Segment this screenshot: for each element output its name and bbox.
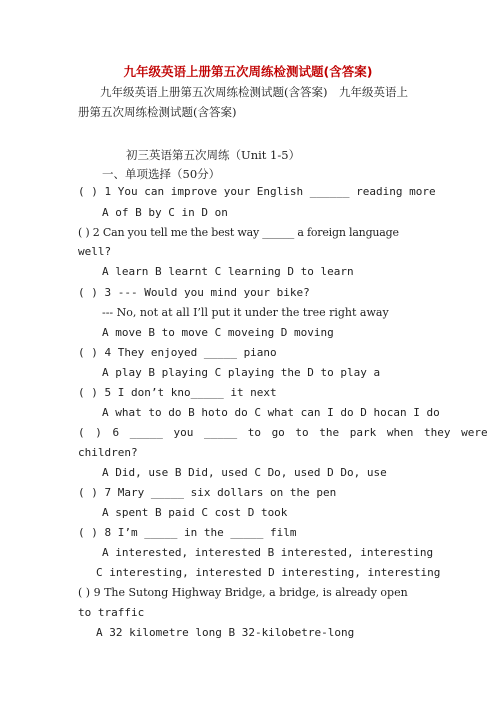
question-5: ( ) 5 I don’t kno_____ it next (78, 386, 277, 399)
question-3-reply: --- No, not at all I’ll put it under the tree right away (102, 306, 389, 319)
question-8: ( ) 8 I’m _____ in the _____ film (78, 526, 297, 539)
intro-line-1: 九年级英语上册第五次周练检测试题(含答案) 九年级英语上 (100, 85, 408, 99)
subtitle: 初三英语第五次周练（Unit 1-5） (126, 148, 301, 162)
options-5: A what to do B hoto do C what can I do D hocan I do (102, 406, 440, 419)
options-2: A learn B learnt C learning D to learn (102, 265, 354, 278)
options-6: A Did, use B Did, used C Do, used D Do, use (102, 466, 387, 479)
options-8-b: C interesting, interested D interesting, interesting (96, 566, 441, 579)
options-3: A move B to move C moveing D moving (102, 326, 334, 339)
intro-line-2: 册第五次周练检测试题(含答案) (78, 105, 237, 119)
question-3: ( ) 3 --- Would you mind your bike? (78, 286, 310, 299)
options-8-a: A interested, interested B interested, interesting (102, 546, 434, 559)
question-9-cont: to traffic (78, 606, 145, 619)
question-9: ( ) 9 The Sutong Highway Bridge, a bridge, is already open (78, 586, 408, 599)
section-heading: 一、单项选择（50分） (102, 167, 221, 181)
question-1: ( ) 1 You can improve your English ______ reading more (78, 185, 436, 198)
question-7: ( ) 7 Mary _____ six dollars on the pen (78, 486, 337, 499)
question-2: ( ) 2 Can you tell me the best way ______ a foreign language (78, 226, 399, 239)
options-7: A spent B paid C cost D took (102, 506, 288, 519)
question-2-cont: well? (78, 245, 112, 258)
question-6: ( ) 6 _____ you _____ to go to the park when they were (78, 426, 488, 439)
options-1: A of B by C in D on (102, 206, 228, 219)
question-4: ( ) 4 They enjoyed _____ piano (78, 346, 277, 359)
document-title: 九年级英语上册第五次周练检测试题(含答案) (123, 64, 373, 79)
question-6-cont: children? (78, 446, 138, 459)
options-9: A 32 kilometre long B 32-kilobetre-long (96, 626, 355, 639)
options-4: A play B playing C playing the D to play a (102, 366, 381, 379)
